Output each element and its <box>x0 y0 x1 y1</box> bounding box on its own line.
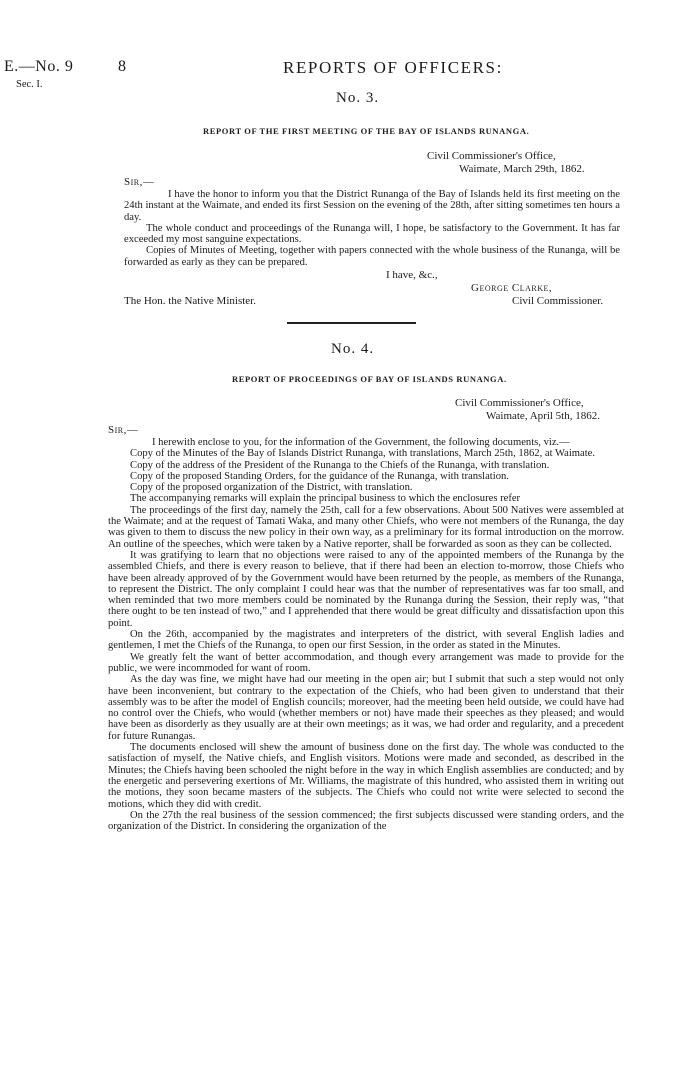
report-3-title: REPORT OF THE FIRST MEETING OF THE BAY OF ISLANDS RUNANGA. <box>203 126 530 136</box>
report-3-salutation: Sir,— <box>124 176 155 188</box>
report-4-paragraph: On the 27th the real business of the session commenced; the first subjects discussed were standing orders, and the organization of the District. In considering the organization of the <box>108 809 624 833</box>
report-4-paragraph: Copy of the address of the President of the Runanga to the Chiefs of the Runanga, with translation. <box>130 459 550 471</box>
report-4-salutation: Sir,— <box>108 424 139 436</box>
report-4-body <box>108 437 624 832</box>
report-4-paragraph: On the 26th, accompanied by the magistrates and interpreters of the district, with several English ladies and gentlemen, I met the Chiefs of the Runanga, to open our first Session, in the order as stated in the Minutes. <box>108 629 624 652</box>
report-3-paragraph: Copies of Minutes of Meeting, together with papers connected with the whole business of the Runanga, will be forwarded as early as they can be prepared. <box>124 245 620 268</box>
report-4-paragraph: Copy of the proposed Standing Orders, for the guidance of the Runanga, with translation. <box>130 470 509 482</box>
report-3-paragraph: I have the honor to inform you that the District Runanga of the Bay of Islands held its first meeting on the 24th instant at the Waimate, and ended its first Session on the evening of the 28th, after sitting sometimes ten hours a day. <box>124 189 620 223</box>
report-4-paragraph: I herewith enclose to you, for the information of the Government, the following documents, viz.— <box>152 437 570 448</box>
report-4-office: Civil Commissioner's Office, <box>455 397 584 409</box>
section-label: Sec. I. <box>16 79 43 90</box>
report-3-number: No. 3. <box>336 90 380 106</box>
page-number: 8 <box>118 58 126 75</box>
document-reference: E.—No. 9 <box>4 58 74 75</box>
report-3-addressee: The Hon. the Native Minister. <box>124 295 256 307</box>
report-3-office: Civil Commissioner's Office, <box>427 150 556 162</box>
report-4-paragraph: As the day was fine, we might have had our meeting in the open air; but I submit that such a step would not only have been inconvenient, but contrary to the expectation of the Chiefs, who had been given to understand that their assembly was to be after the model of English councils; moreover, had the meeting been held outside, we could have had no control over the Chiefs, who would (whether members or not) have made their speeches as they pleased; and would have been as disorderly as they usually are at their own meetings; as it was, we had order and regularity, and a precedent for future Runangas. <box>108 674 624 742</box>
report-4-paragraph: The accompanying remarks will explain the principal business to which the enclosures refer <box>130 493 521 505</box>
report-3-body <box>124 189 620 268</box>
report-4-paragraph: Copy of the Minutes of the Bay of Islands District Runanga, with translations, March 25th, 1862, at Waimate. <box>130 448 595 460</box>
section-divider <box>287 322 416 324</box>
report-3-signatory-title: Civil Commissioner. <box>512 295 604 307</box>
report-3-paragraph: The whole conduct and proceedings of the Runanga will, I hope, be satisfactory to the Government. It has far exceeded my most sanguine expectations. <box>124 222 620 246</box>
report-4-number: No. 4. <box>331 341 375 357</box>
report-3-closing: I have, &c., <box>386 269 438 281</box>
report-4-date: Waimate, April 5th, 1862. <box>486 410 600 422</box>
report-4-paragraph: We greatly felt the want of better accommodation, and though every arrangement was made to provide for the public, we were incommoded for want of room. <box>108 651 624 674</box>
report-4-paragraph: The proceedings of the first day, namely the 25th, call for a few observations. About 500 Natives were assembled at the Waimate; and at the request of Tamati Waka, and many other Chiefs, who were not members of the Runanga, the day was given to them to discuss the new policy in their own way, as a preliminary for its formal introduction on the morrow. An outline of the speeches, which were taken by a Native reporter, shall be forwarded as soon as they can be collected. <box>108 504 624 550</box>
report-3-date: Waimate, March 29th, 1862. <box>459 163 585 175</box>
running-title: REPORTS OF OFFICERS: <box>283 58 503 77</box>
report-4-paragraph: It was gratifying to learn that no objections were raised to any of the appointed members of the Runanga by the assembled Chiefs, and there is every reason to believe, that if there had been an election to-morrow, those Chiefs who have been already approved of by the Government would have been returned by the people, as members of the Runanga, to represent the District. The only complaint I could hear was that the number of representatives was far too small, and when reminded that two more members could be nominated by the Runanga during the Session, their reply was, “that there ought to be ten instead of two,” and I apprehended that there would be great difficulty and dissatisfaction upon this point. <box>108 549 624 629</box>
report-4-paragraph: The documents enclosed will shew the amount of business done on the first day. The whole was conducted to the satisfaction of myself, the Native chiefs, and English visitors. Motions were made and seconded, as described in the Minutes; the Chiefs having been schooled the night before in the way in which English assemblies are conducted; and by the energetic and persevering exertions of Mr. Williams, the magistrate of this hundred, who assisted them in writing out the motions, they soon became masters of the subjects. The Chiefs who could not write were selected to second the motions, which they did with credit. <box>108 742 624 810</box>
report-3-signatory: George Clarke, <box>471 282 553 294</box>
report-4-title: REPORT OF PROCEEDINGS OF BAY OF ISLANDS RUNANGA. <box>232 374 507 384</box>
report-4-paragraph: Copy of the proposed organization of the District, with translation. <box>130 482 413 494</box>
